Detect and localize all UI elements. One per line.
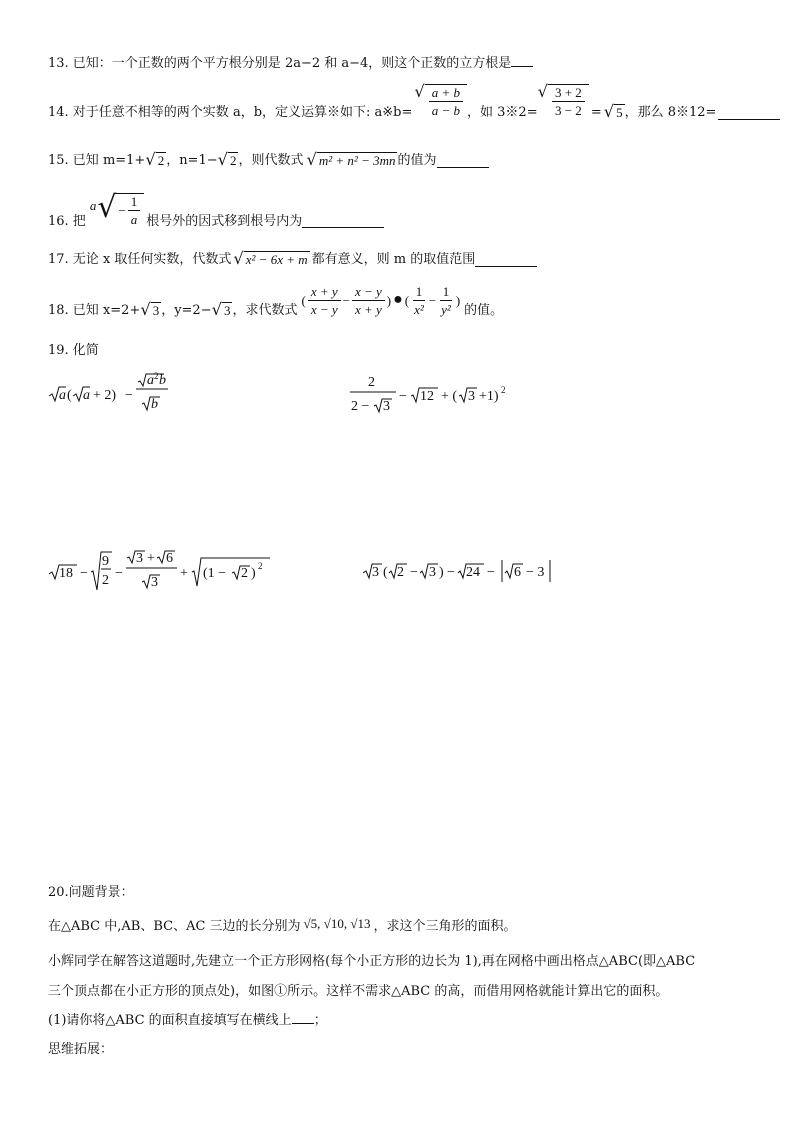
example-radical: √ $\frac{3 + 2}{3 - 2}$	[538, 84, 589, 117]
question-16-part1: 16. 把	[48, 214, 86, 229]
svg-text:(: (	[67, 388, 72, 403]
question-14-prefix: 14. 对于任意不相等的两个实数 a，b，定义运算※如下: a※b=	[48, 104, 413, 120]
expression-19-3	[46, 548, 276, 598]
definition-numerator: a + b	[429, 86, 463, 102]
expression-radicand: x² − 6x + m	[245, 251, 308, 267]
svg-text:−: −	[115, 566, 123, 581]
svg-text:2: 2	[368, 375, 375, 390]
svg-text:3: 3	[372, 565, 379, 580]
definition-radical: √ $\frac{a + b}{a - b}$	[414, 84, 467, 117]
equals-sign: =	[590, 104, 602, 120]
svg-text:+: +	[180, 566, 188, 581]
radical-x: √ 3	[140, 299, 160, 319]
svg-text:+ (: + (	[441, 389, 458, 404]
question-15-part1: 15. 已知 m=1+	[48, 152, 146, 168]
svg-text:12: 12	[420, 389, 434, 404]
radicand-n: 2	[229, 152, 237, 168]
fraction-2: $\frac{x - y}{x + y}$	[352, 285, 385, 316]
question-13	[48, 57, 533, 70]
example-result-radical: √ 5	[603, 101, 623, 121]
example-denominator: 3 − 2	[554, 102, 582, 118]
question-20-line1-end: ，求这个三角形的面积。	[373, 918, 517, 934]
answer-blank[interactable]	[437, 166, 489, 168]
fraction-3: $\frac{1}{\text{x²}}$	[414, 283, 424, 317]
fraction-one-over-a	[128, 195, 141, 226]
expression-19-2	[348, 372, 518, 422]
svg-text:−: −	[125, 388, 133, 403]
svg-text:2: 2	[102, 573, 109, 588]
radicand-y: 3	[223, 302, 231, 318]
example-fraction	[552, 86, 585, 117]
radical-n: √ 2	[217, 149, 237, 169]
question-14-suffix: ，那么 8※12=	[624, 104, 717, 120]
definition-fraction	[429, 86, 463, 117]
svg-text:6: 6	[166, 551, 173, 566]
svg-text:18: 18	[59, 566, 73, 581]
example-lead: ，如 3※2=	[467, 104, 538, 120]
svg-text:2: 2	[241, 566, 248, 581]
denominator: a	[130, 212, 138, 227]
question-18	[48, 285, 503, 335]
question-20-line4-text: (1)请你将△ABC 的面积直接填写在横线上	[48, 1013, 292, 1028]
svg-text:+: +	[147, 551, 155, 566]
svg-text:9: 9	[102, 554, 109, 569]
svg-text:24: 24	[466, 565, 480, 580]
question-18-part2: ，y=2−	[161, 302, 212, 318]
svg-text:b: b	[159, 373, 166, 388]
question-17-part1: 17. 无论 x 取任何实数，代数式	[48, 251, 232, 267]
answer-blank[interactable]	[511, 65, 533, 67]
svg-text:−: −	[399, 389, 407, 404]
question-18-part4: 的值。	[464, 302, 504, 318]
question-15-part3: ，则代数式	[238, 152, 304, 168]
svg-text:(: (	[383, 565, 388, 580]
side-lengths: √5, √10, √13	[303, 915, 371, 931]
question-20-line1-text: 在△ABC 中,AB、BC、AC 三边的长分别为	[48, 918, 301, 934]
svg-text:3: 3	[151, 575, 158, 590]
question-15-part4: 的值为	[397, 152, 437, 168]
svg-text:2: 2	[154, 371, 159, 381]
radicand-x: 3	[152, 302, 160, 318]
question-16	[48, 186, 384, 232]
svg-text:6: 6	[514, 565, 521, 580]
svg-text:−: −	[447, 565, 455, 580]
numerator: 1	[128, 195, 141, 211]
coefficient-a: a	[89, 198, 97, 213]
example-numerator: 3 + 2	[552, 86, 585, 102]
example-result: 5	[616, 104, 623, 120]
answer-blank[interactable]	[475, 265, 537, 267]
svg-text:−: −	[487, 565, 495, 580]
svg-text:−: −	[80, 566, 88, 581]
expression-19-4	[360, 555, 560, 591]
question-15	[48, 145, 489, 175]
expression-radicand: m² + n² − 3mn	[318, 152, 396, 168]
question-18-part1: 18. 已知 x=2+	[48, 302, 141, 318]
question-13-text: 13. 已知：一个正数的两个平方根分别是 2a−2 和 a−4，则这个正数的立方根是	[48, 56, 512, 71]
svg-text:(1 −: (1 −	[203, 566, 227, 581]
svg-text:a: a	[59, 388, 66, 403]
question-19-title: 19. 化简	[48, 343, 99, 358]
svg-text:3: 3	[429, 565, 436, 580]
svg-text:3: 3	[383, 399, 390, 414]
question-20-line1	[48, 914, 516, 938]
algebraic-expression: ( $\frac{x + y}{x - y}$ − $\frac{x - y}{x + y}$ ) ● ( $\frac{1}{\text{x²}}$ − $\frac{1}{\text{y²}}$ )	[301, 283, 461, 317]
question-14	[48, 81, 780, 138]
svg-text:+1): +1)	[479, 389, 499, 404]
svg-text:+ 2): + 2)	[93, 388, 117, 403]
svg-text:2: 2	[397, 565, 404, 580]
expression-radical: √ x² − 6x + m	[233, 248, 308, 268]
radical-minus-one-over-a: √ − $\frac{1}{a}$	[97, 193, 144, 226]
svg-text:2: 2	[501, 385, 506, 395]
answer-blank[interactable]	[302, 226, 384, 228]
question-15-part2: ，n=1−	[166, 152, 218, 168]
expression-radical: √ m² + n² − 3mn	[306, 149, 396, 169]
definition-denominator: a − b	[431, 102, 461, 118]
svg-text:− 3: − 3	[526, 565, 545, 580]
question-17-part2: 都有意义，则 m 的取值范围	[311, 251, 476, 267]
thinking-extension-heading: 思维拓展：	[48, 1042, 114, 1057]
question-18-part3: ，求代数式	[232, 302, 298, 318]
svg-text:2: 2	[258, 561, 263, 571]
svg-text:): )	[251, 566, 256, 581]
answer-blank[interactable]	[718, 118, 780, 120]
dot-operator: ●	[393, 291, 403, 308]
svg-text:a: a	[83, 388, 90, 403]
radical-y: √ 3	[211, 299, 231, 319]
svg-text:3: 3	[468, 389, 475, 404]
svg-text:−: −	[410, 565, 418, 580]
question-20-line4: (1)请你将△ABC 的面积直接填写在横线上 ；	[48, 1013, 327, 1028]
question-17	[48, 245, 537, 273]
radical-m: √ 2	[145, 149, 165, 169]
question-20-title: 20.问题背景：	[48, 885, 134, 900]
question-16-part2: 根号外的因式移到根号内为	[146, 214, 303, 229]
fraction-4: $\frac{1}{\text{y²}}$	[441, 283, 451, 317]
svg-text:b: b	[151, 397, 158, 412]
expression-19-1	[46, 370, 196, 420]
question-20-line2: 小辉同学在解答这道题时,先建立一个正方形网格(每个小正方形的边长为 1),再在网格中画出格点△ABC(即△ABC	[48, 954, 696, 969]
svg-text:a: a	[147, 373, 154, 388]
radicand-m: 2	[157, 152, 165, 168]
fraction-1: $\frac{x + y}{x - y}$	[308, 285, 341, 316]
answer-blank[interactable]	[292, 1022, 314, 1024]
svg-text:2 −: 2 −	[351, 399, 370, 414]
svg-text:3: 3	[136, 551, 143, 566]
question-20-line3: 三个顶点都在小正方形的顶点处)，如图①所示。这样不需求△ABC 的高，而借用网格就能计算出它的面积。	[48, 984, 669, 999]
svg-text:): )	[439, 565, 444, 580]
